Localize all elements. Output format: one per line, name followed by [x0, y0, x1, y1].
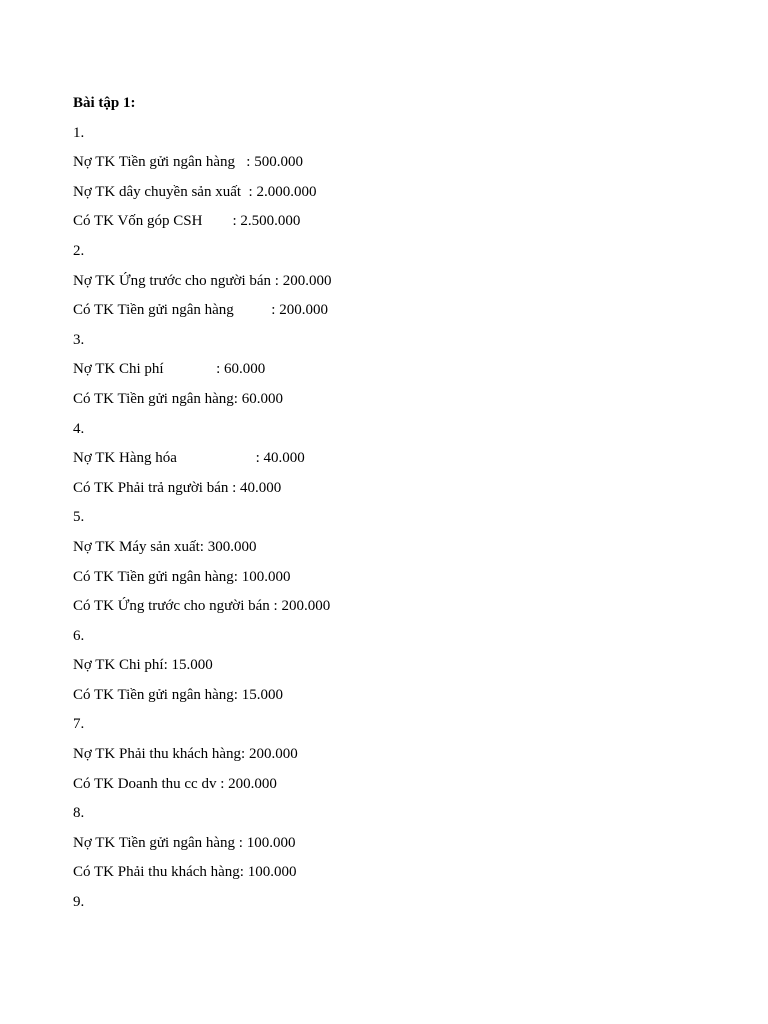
item-number-1: 1.: [73, 124, 85, 141]
exercise-title: Bài tập 1:: [73, 95, 136, 111]
entry-line: Nợ TK Hàng hóa : 40.000: [73, 450, 305, 467]
entry-line: Có TK Tiền gửi ngân hàng: 100.000: [73, 568, 291, 585]
entry-line: Nợ TK Tiền gửi ngân hàng : 100.000: [73, 834, 296, 851]
item-number-7: 7.: [73, 716, 85, 733]
entry-line: Nợ TK dây chuyền sản xuất : 2.000.000: [73, 183, 317, 200]
item-number-6: 6.: [73, 627, 85, 644]
item-number-5: 5.: [73, 509, 85, 526]
item-number-4: 4.: [73, 420, 85, 437]
entry-line: Nợ TK Chi phí : 60.000: [73, 361, 266, 378]
entry-line: Có TK Tiền gửi ngân hàng: 60.000: [73, 390, 283, 407]
item-number-9: 9.: [73, 894, 85, 911]
entry-line: Có TK Phải trả người bán : 40.000: [73, 479, 282, 496]
entry-line: Nợ TK Tiền gửi ngân hàng : 500.000: [73, 154, 303, 171]
entry-line: Có TK Ứng trước cho người bán : 200.000: [73, 598, 331, 615]
entry-line: Có TK Phải thu khách hàng: 100.000: [73, 864, 297, 881]
entry-line: Nợ TK Ứng trước cho người bán : 200.000: [73, 272, 332, 289]
entry-line: Có TK Vốn góp CSH : 2.500.000: [73, 213, 301, 230]
entry-line: Có TK Tiền gửi ngân hàng : 200.000: [73, 302, 328, 319]
item-number-2: 2.: [73, 242, 85, 259]
entry-line: Có TK Doanh thu cc dv : 200.000: [73, 775, 277, 792]
entry-line: Nợ TK Phải thu khách hàng: 200.000: [73, 746, 298, 763]
document-body: [73, 89, 331, 918]
item-number-3: 3.: [73, 331, 85, 348]
entry-line: Có TK Tiền gửi ngân hàng: 15.000: [73, 686, 283, 703]
entry-line: Nợ TK Máy sản xuất: 300.000: [73, 538, 257, 555]
item-number-8: 8.: [73, 805, 85, 822]
entry-line: Nợ TK Chi phí: 15.000: [73, 657, 213, 674]
